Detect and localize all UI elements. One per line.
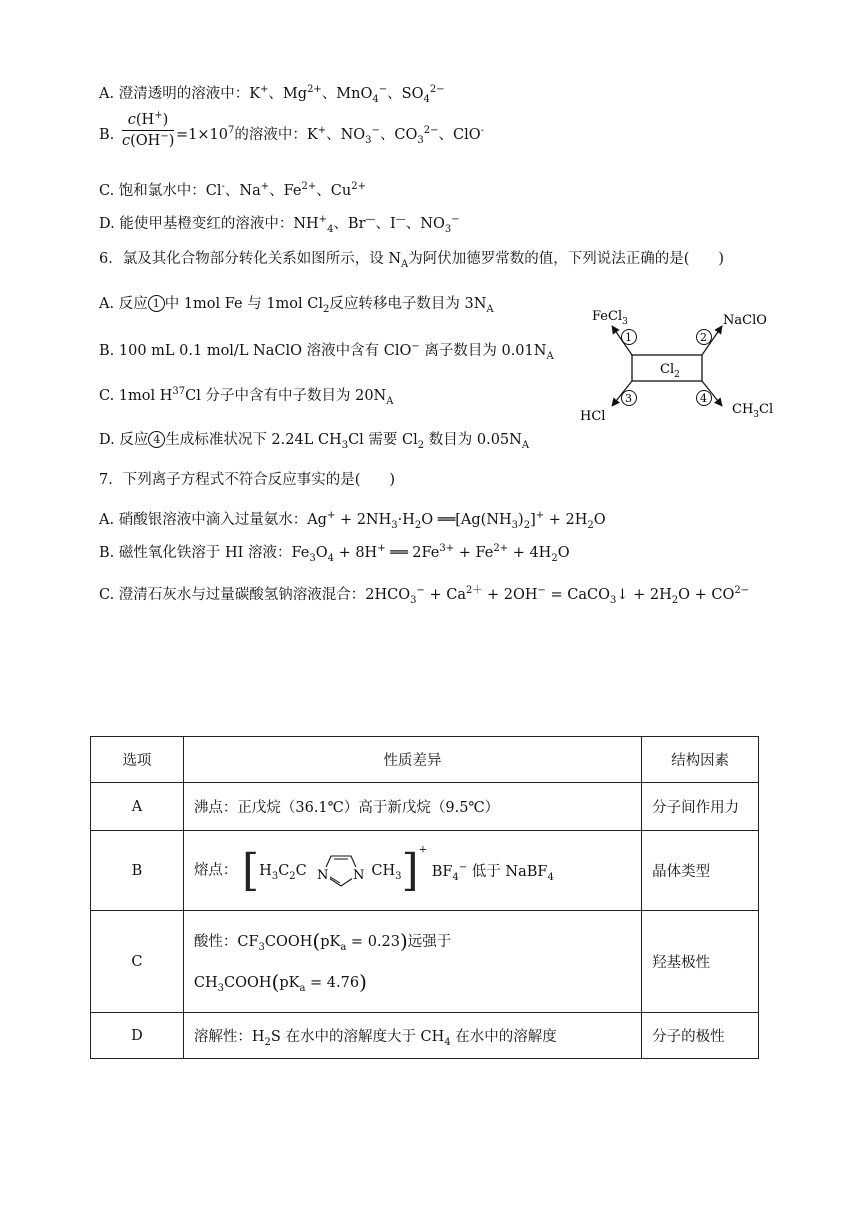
row-option: D [91, 1013, 184, 1059]
chlorine-conversion-diagram [580, 300, 780, 430]
svg-text:N: N [317, 867, 329, 883]
q7-option-c: C. 澄清石灰水与过量碳酸氢钠溶液混合：$2HCO_3^- + Ca^{2+} + 2OH^-$ = CaCO$_3$↓ + $2H_2O + CO^{2-}$ [99, 585, 750, 606]
q5-option-b-label: B. [99, 127, 115, 143]
row-option: B [91, 831, 184, 911]
q6-option-d: D. 反应 4 生成标准状况下 2.24L $CH_3Cl$ 需要 $Cl_2$ 数目为 $0.05N_A$ [99, 432, 530, 451]
circled-number-1: 1 [148, 295, 165, 312]
q5-option-a: A. 澄清透明的溶液中：K+、$Mg^{2+}$、MnO$_4$−、$SO_4^{2-}$ [99, 84, 445, 105]
row-difference: 熔点： [$H_3C_2C$ N N $CH_3]^+$ $BF_4^-$ 低于 NaBF$_4$ [183, 831, 641, 911]
q7-option-a: A. 硝酸银溶液中滴入过量氨水：$Ag^+ + 2NH_3\cdot H_2O$ $══[Ag(NH_3)_2]^+ + 2H_2O$ [99, 510, 606, 531]
fraction-denominator: c(OH−) [122, 131, 175, 149]
table-row-a [91, 783, 759, 831]
q7-option-b: B. 磁性氧化铁溶于 HI 溶液：$Fe_3O_4 + 8H^+$ ══ $2Fe^{3+} + Fe^{2+} + 4H_2O$ [99, 543, 570, 564]
table-row-b [91, 831, 759, 911]
row-factor: 羟基极性 [642, 911, 759, 1013]
row-factor: 分子间作用力 [642, 783, 759, 831]
row-option: C [91, 911, 184, 1013]
row-factor: 晶体类型 [642, 831, 759, 911]
header-property-difference: 性质差异 [183, 737, 641, 783]
left-bracket: [ [241, 845, 260, 896]
fecl3-label: FeCl$_3$ [592, 309, 628, 327]
header-structural-factor: 结构因素 [642, 737, 759, 783]
q6-option-b: B. 100 mL 0.1 mol/L NaClO 溶液中含有 ClO− 离子数目为 $0.01N_A$ [99, 341, 554, 362]
row-factor: 分子的极性 [642, 1013, 759, 1059]
hcl-label: HCl [580, 409, 606, 424]
ch3cl-label: $CH_3Cl$ [732, 402, 774, 420]
table-row-d [91, 1013, 759, 1059]
q5-option-b-fraction [122, 112, 174, 149]
header-option: 选项 [91, 737, 184, 783]
table-row-c [91, 911, 759, 1013]
cl2-label: $Cl_2$ [660, 362, 680, 380]
naclo-label: NaClO [723, 313, 767, 328]
right-bracket: ] [401, 845, 419, 896]
row-difference: 酸性：$CF_3COOH(pK_a = 0.23)$远强于 $CH_3COOH(pK_a = 4.76)$ [183, 911, 641, 1013]
table-header-row [91, 737, 759, 783]
property-comparison-table [90, 736, 759, 1059]
circle-3-number: 3 [625, 392, 632, 405]
q5-option-d: D. 能使甲基橙变红的溶液中：$NH^+_4$、Br—、I—、$NO_3^-$ [99, 214, 460, 235]
q5-option-c: C. 饱和氯水中：Cl-、Na+、$Fe^{2+}$、$Cu^{2+}$ [99, 181, 366, 199]
fraction-numerator: c(H+) [122, 112, 174, 131]
circle-4-number: 4 [700, 392, 707, 405]
svg-text:N: N [353, 867, 365, 883]
imidazolium-ring-icon [311, 848, 371, 894]
circle-1-number: 1 [625, 331, 632, 344]
row-option: A [91, 783, 184, 831]
row-difference: 沸点：正戊烷（36.1℃）高于新戊烷（9.5℃） [183, 783, 641, 831]
circled-number-4: 4 [148, 431, 165, 448]
circle-2-number: 2 [700, 331, 707, 344]
q6-stem: 6．氯及其化合物部分转化关系如图所示，设 $N_A$为阿伏加德罗常数的值，下列说法正确的是( ) [99, 251, 725, 270]
q6-option-a: A. 反应 1 中 1mol Fe 与 1mol $Cl_2$反应转移电子数目为 $3N_A$ [99, 296, 494, 315]
row-difference: 溶解性：$H_2S$ 在水中的溶解度大于 $CH_4$ 在水中的溶解度 [183, 1013, 641, 1059]
q6-option-c: C. 1mol $H^{37}Cl$ 分子中含有中子数目为 $20N_A$ [99, 386, 394, 407]
q5-option-b-text: $=1\times 10^7$的溶液中：K+、$NO_3^-$、$CO_3^{2-}$、ClO- [176, 125, 485, 146]
q7-stem: 7．下列离子方程式不符合反应事实的是( ) [99, 472, 396, 488]
